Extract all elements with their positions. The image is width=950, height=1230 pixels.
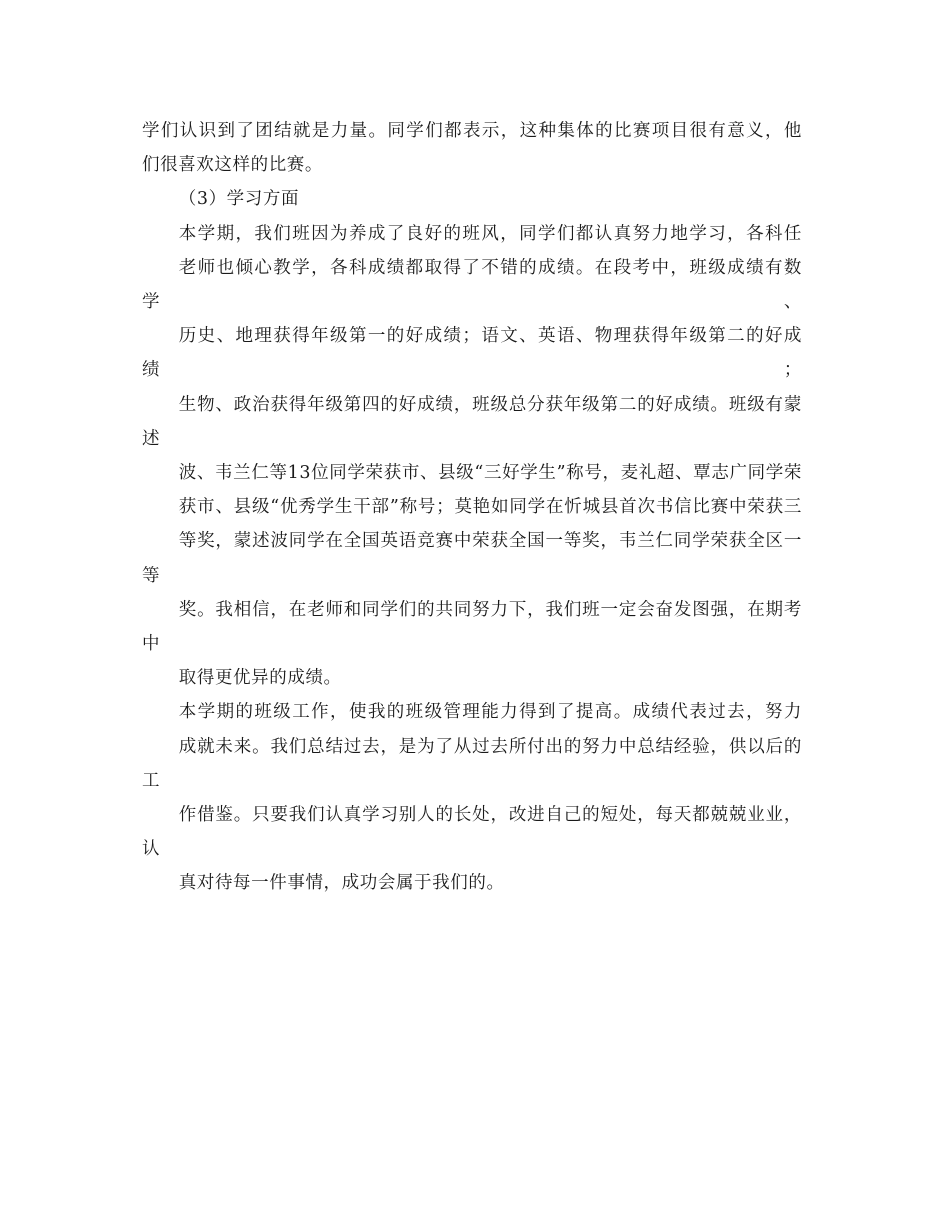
text-line: 取得更优异的成绩。 — [178, 668, 342, 689]
text-line: 历史、地理获得年级第一的好成绩；语文、英语、物理获得年级第二的好成绩； — [142, 326, 802, 381]
paragraph-summary — [142, 695, 802, 900]
text-line: 们很喜欢这样的比赛。 — [142, 155, 323, 176]
text-line: 生物、政治获得年级第四的好成绩，班级总分获年级第二的好成绩。班级有蒙述 — [142, 394, 802, 449]
text-line: 波、韦兰仁等13位同学荣获市、县级“三好学生”称号，麦礼超、覃志广同学荣 — [178, 463, 802, 484]
document-body — [142, 114, 802, 901]
text-line: 奖。我相信，在老师和同学们的共同努力下，我们班一定会奋发图强，在期考中 — [142, 599, 802, 655]
text-line: 老师也倾心教学，各科成绩都取得了不错的成绩。在段考中，班级成绩有数学、 — [142, 257, 802, 313]
text-line: 本学期的班级工作，使我的班级管理能力得到了提高。成绩代表过去，努力 — [178, 702, 802, 723]
text-line: 本学期，我们班因为养成了良好的班风，同学们都认真努力地学习，各科任 — [178, 223, 802, 244]
text-line: （3）学习方面 — [178, 189, 300, 210]
text-line: 学们认识到了团结就是力量。同学们都表示，这种集体的比赛项目很有意义，他 — [142, 121, 802, 141]
text-line: 等奖，蒙述波同学在全国英语竞赛中荣获全国一等奖，韦兰仁同学荣获全区一等 — [142, 531, 802, 586]
text-line: 成就未来。我们总结过去，是为了从过去所付出的努力中总结经验，供以后的工 — [142, 736, 802, 791]
paragraph-unity-conclusion — [142, 114, 802, 182]
section-heading-study — [142, 182, 802, 216]
paragraph-study-achievements — [142, 217, 802, 696]
text-line: 获市、县级“优秀学生干部”称号；莫艳如同学在忻城县首次书信比赛中荣获三 — [178, 497, 802, 518]
text-line: 作借鉴。只要我们认真学习别人的长处，改进自己的短处，每天都兢兢业业，认 — [142, 805, 802, 860]
text-line: 真对待每一件事情，成功会属于我们的。 — [178, 873, 505, 894]
